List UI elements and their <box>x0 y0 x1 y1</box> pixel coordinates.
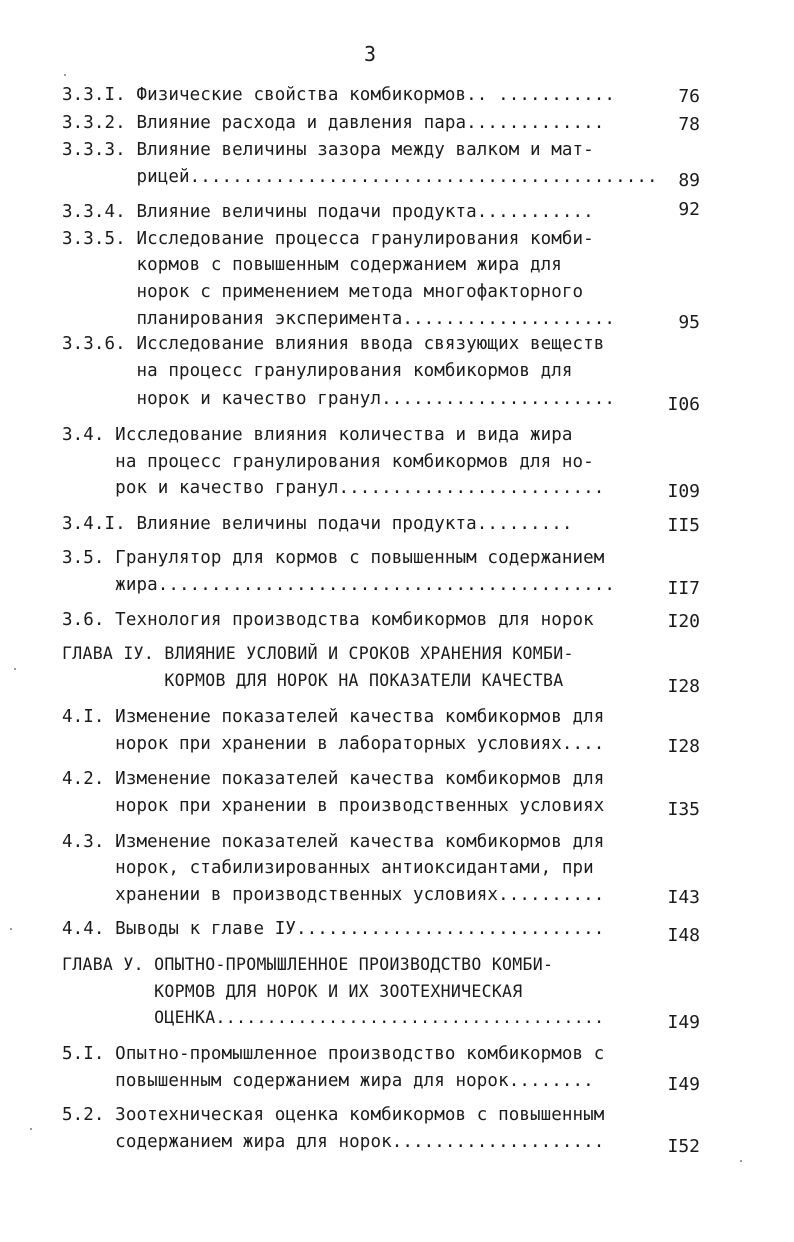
toc-line: 4.2. Изменение показателей качества комбикормов для <box>62 769 605 789</box>
toc-line: 3.3.3. Влияние величины зазора между валком и мат- <box>62 140 594 160</box>
toc-line: 3.3.5. Исследование процесса гранулирования комби- <box>62 229 594 249</box>
chapter-title-line: КОРМОВ ДЛЯ НОРОК И ИХ ЗООТЕХНИЧЕСКАЯ <box>62 982 523 1001</box>
toc-page: I06 <box>667 394 700 415</box>
toc-line: 3.3.6. Исследование влияния ввода связующих веществ <box>62 334 605 354</box>
toc-page: I35 <box>667 799 700 820</box>
toc-line: повышенным содержанием жира для норок........ <box>62 1071 594 1091</box>
toc-page: II5 <box>667 515 700 536</box>
toc-page: 76 <box>678 86 700 107</box>
toc-line: 4.I. Изменение показателей качества комбикормов для <box>62 707 605 727</box>
toc-line: планирования эксперимента.................... <box>62 309 616 329</box>
chapter-title-line: КОРМОВ ДЛЯ НОРОК НА ПОКАЗАТЕЛИ КАЧЕСТВА <box>62 671 564 690</box>
toc-page: 95 <box>678 312 700 333</box>
scan-speck <box>30 1128 32 1130</box>
toc-page: I52 <box>667 1136 700 1157</box>
toc-line: норок, стабилизированных антиоксидантами, при <box>62 858 594 878</box>
toc-line: 3.5. Гранулятор для кормов с повышенным содержанием <box>62 548 605 568</box>
toc-line: 4.4. Выводы к главе IУ............................. <box>62 919 605 939</box>
toc-page: I28 <box>667 676 700 697</box>
scan-speck <box>740 1160 742 1162</box>
toc-line: 5.I. Опытно-промышленное производство комбикормов с <box>62 1044 605 1064</box>
toc-line: на процесс гранулирования комбикормов для но- <box>62 452 594 472</box>
toc-page: 89 <box>678 170 700 191</box>
toc-page: I20 <box>667 611 700 632</box>
toc-page: I49 <box>667 1074 700 1095</box>
toc-line: норок при хранении в лабораторных условиях.... <box>62 734 605 754</box>
toc-page: II7 <box>667 578 700 599</box>
toc-page: I28 <box>667 736 700 757</box>
page-number: 3 <box>363 42 377 66</box>
toc-page: I09 <box>667 481 700 502</box>
toc-line: хранении в производственных условиях.......... <box>62 885 605 905</box>
toc-line: норок при хранении в производственных условиях <box>62 796 605 816</box>
toc-line: на процесс гранулирования комбикормов для <box>62 361 573 381</box>
toc-line: кормов с повышенным содержанием жира для <box>62 255 562 275</box>
chapter-title-line: ОЦЕНКА...................................... <box>62 1008 605 1027</box>
chapter-title-line: ГЛАВА IУ. ВЛИЯНИЕ УСЛОВИЙ И СРОКОВ ХРАНЕНИЯ КОМБИ- <box>62 644 574 663</box>
toc-line: норок с применением метода многофакторного <box>62 282 584 302</box>
scan-speck <box>14 668 16 670</box>
toc-line: 3.3.4. Влияние величины подачи продукта........... <box>62 202 594 222</box>
toc-line: содержанием жира для норок.................... <box>62 1132 605 1152</box>
toc-page: 92 <box>678 199 700 220</box>
toc-line: рок и качество гранул......................... <box>62 478 605 498</box>
toc-line: рицей............................................ <box>62 167 658 187</box>
scan-speck <box>10 928 12 930</box>
toc-page: I48 <box>667 925 700 946</box>
toc-line: жира........................................... <box>62 575 616 595</box>
toc-line: 3.4. Исследование влияния количества и вида жира <box>62 425 573 445</box>
toc-line: 3.4.I. Влияние величины подачи продукта......... <box>62 514 573 534</box>
toc-line: 3.3.2. Влияние расхода и давления пара............. <box>62 113 605 133</box>
toc-line: 5.2. Зоотехническая оценка комбикормов с повышенным <box>62 1105 605 1125</box>
toc-page: I43 <box>667 887 700 908</box>
toc-line: 3.3.I. Физические свойства комбикормов.. ........... <box>62 85 616 105</box>
toc-page: 78 <box>678 114 700 135</box>
toc-line: норок и качество гранул...................... <box>62 389 616 409</box>
toc-page: I49 <box>667 1012 700 1033</box>
toc-line: 4.3. Изменение показателей качества комбикормов для <box>62 832 605 852</box>
chapter-title-line: ГЛАВА У. ОПЫТНО-ПРОМЫШЛЕННОЕ ПРОИЗВОДСТВО КОМБИ- <box>62 955 554 974</box>
scan-speck <box>64 74 66 76</box>
toc-line: 3.6. Технология производства комбикормов для норок <box>62 610 594 630</box>
